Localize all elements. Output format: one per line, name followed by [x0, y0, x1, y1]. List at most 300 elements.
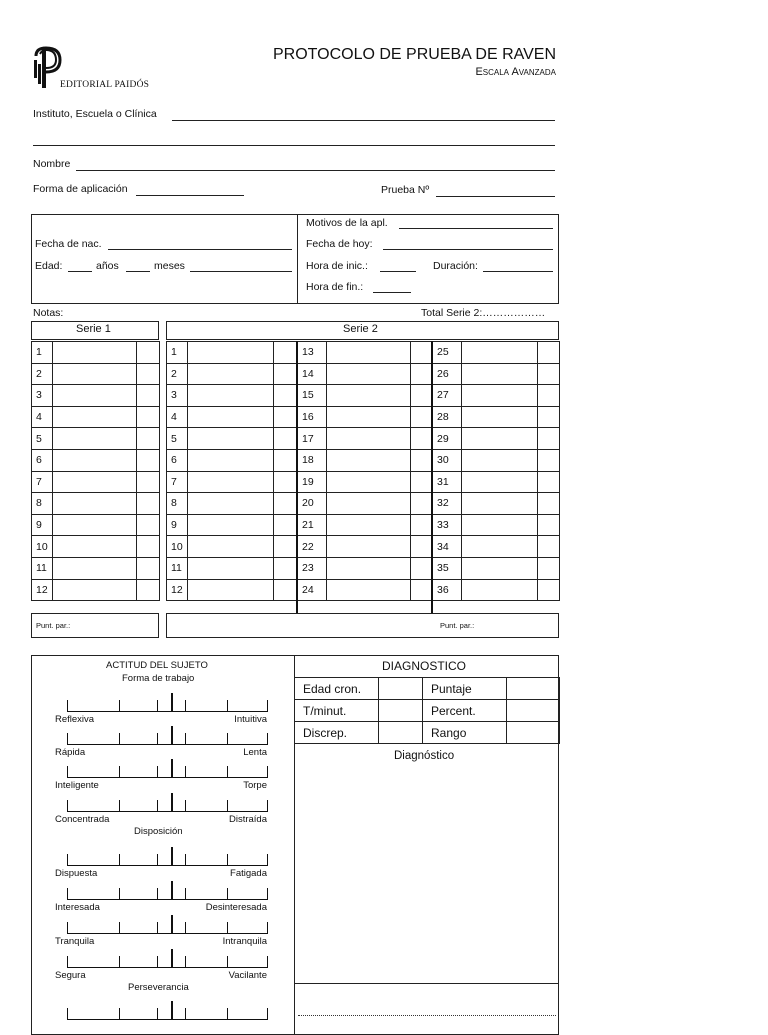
item-number: 14	[298, 363, 327, 385]
diag-label: T/minut.	[295, 700, 379, 722]
item-number: 24	[298, 579, 327, 601]
answer-cell[interactable]	[188, 385, 274, 407]
rating-scale[interactable]	[67, 1000, 267, 1020]
scale-tick[interactable]	[227, 854, 228, 866]
scale-baseline	[67, 711, 267, 712]
hora-inic-field[interactable]	[380, 271, 416, 272]
score-cell[interactable]	[411, 557, 433, 579]
motivos-field[interactable]	[399, 228, 553, 229]
scale-tick[interactable]	[227, 766, 228, 778]
answer-cell[interactable]	[53, 493, 137, 515]
item-number: 17	[298, 428, 327, 450]
rating-scale[interactable]	[67, 846, 267, 866]
scale-tick[interactable]	[171, 693, 173, 712]
score-cell[interactable]	[137, 579, 160, 601]
answer-cell[interactable]	[188, 557, 274, 579]
score-cell[interactable]	[137, 493, 160, 515]
scale-tick[interactable]	[67, 1008, 68, 1020]
scale-tick[interactable]	[267, 800, 268, 812]
prueba-field[interactable]	[436, 196, 555, 197]
answer-cell[interactable]	[188, 579, 274, 601]
score-cell[interactable]	[538, 428, 560, 450]
score-cell[interactable]	[274, 449, 298, 471]
nombre-label: Nombre	[33, 158, 71, 170]
scale-tick[interactable]	[119, 800, 120, 812]
scale-tick[interactable]	[67, 888, 68, 900]
score-cell[interactable]	[411, 514, 433, 536]
diagnostico-table	[294, 677, 560, 744]
answer-cell[interactable]	[53, 536, 137, 558]
diagnostico-box-title: Diagnóstico	[394, 750, 455, 762]
answer-cell[interactable]	[188, 449, 274, 471]
rating-scale[interactable]	[67, 948, 267, 968]
edad-meses-field[interactable]	[126, 271, 150, 272]
duracion-label: Duración:	[433, 260, 478, 272]
table-row	[32, 557, 160, 579]
table-row	[32, 385, 160, 407]
scale-baseline	[67, 744, 267, 745]
answer-cell[interactable]	[462, 493, 538, 515]
score-cell[interactable]	[137, 363, 160, 385]
score-cell[interactable]	[274, 342, 298, 364]
scale-tick[interactable]	[67, 800, 68, 812]
answer-cell[interactable]	[327, 342, 411, 364]
scale-tick[interactable]	[267, 1008, 268, 1020]
score-cell[interactable]	[274, 579, 298, 601]
scale-tick[interactable]	[171, 881, 173, 900]
scale-left-label: Dispuesta	[55, 868, 98, 879]
scale-tick[interactable]	[67, 766, 68, 778]
answer-cell[interactable]	[462, 449, 538, 471]
answer-cell[interactable]	[462, 363, 538, 385]
item-number: 31	[433, 471, 462, 493]
answer-cell[interactable]	[462, 428, 538, 450]
scale-tick[interactable]	[119, 1008, 120, 1020]
scale-tick[interactable]	[157, 1008, 158, 1020]
scale-tick[interactable]	[267, 766, 268, 778]
scale-left-label: Tranquila	[55, 936, 95, 947]
table-row	[32, 471, 160, 493]
scale-tick[interactable]	[119, 733, 120, 745]
table-row	[32, 363, 160, 385]
score-cell[interactable]	[411, 536, 433, 558]
scale-tick[interactable]	[185, 800, 186, 812]
scale-tick[interactable]	[157, 766, 158, 778]
answer-cell[interactable]	[327, 557, 411, 579]
scale-tick[interactable]	[119, 700, 120, 712]
score-cell[interactable]	[538, 342, 560, 364]
item-number: 20	[298, 493, 327, 515]
item-number: 4	[32, 406, 53, 428]
scale-tick[interactable]	[267, 700, 268, 712]
fecha-nac-label: Fecha de nac.	[35, 238, 102, 250]
item-number: 8	[167, 493, 188, 515]
score-cell[interactable]	[538, 493, 560, 515]
table-row	[32, 514, 160, 536]
page-subtitle: Escala Avanzada	[475, 66, 556, 78]
answer-cell[interactable]	[327, 514, 411, 536]
answer-cell[interactable]	[53, 471, 137, 493]
item-number: 10	[32, 536, 53, 558]
score-cell[interactable]	[137, 449, 160, 471]
serie2-divider-2	[431, 341, 433, 613]
scale-tick[interactable]	[185, 888, 186, 900]
forma-label: Forma de aplicación	[33, 183, 128, 195]
answer-cell[interactable]	[188, 493, 274, 515]
item-number: 11	[167, 557, 188, 579]
answer-cell[interactable]	[53, 514, 137, 536]
scale-left-label: Rápida	[55, 747, 86, 758]
item-number: 21	[298, 514, 327, 536]
serie2-divider-1	[296, 341, 298, 613]
attitude-title: ACTITUD DEL SUJETO	[106, 660, 208, 671]
scale-tick[interactable]	[227, 800, 228, 812]
score-cell[interactable]	[274, 363, 298, 385]
answer-cell[interactable]	[188, 428, 274, 450]
answer-cell[interactable]	[53, 579, 137, 601]
score-cell[interactable]	[538, 536, 560, 558]
item-number: 3	[167, 385, 188, 407]
answer-cell[interactable]	[188, 406, 274, 428]
scale-left-label: Concentrada	[55, 814, 110, 825]
diag-label: Edad cron.	[295, 678, 379, 700]
item-number: 11	[32, 557, 53, 579]
score-cell[interactable]	[137, 428, 160, 450]
duracion-field[interactable]	[483, 271, 553, 272]
score-cell[interactable]	[274, 493, 298, 515]
scale-baseline	[67, 777, 267, 778]
answer-cell[interactable]	[327, 406, 411, 428]
scale-left-label: Segura	[55, 970, 86, 981]
answer-cell[interactable]	[462, 514, 538, 536]
score-cell[interactable]	[411, 385, 433, 407]
answer-cell[interactable]	[53, 428, 137, 450]
scale-tick[interactable]	[267, 733, 268, 745]
score-cell[interactable]	[274, 536, 298, 558]
score-cell[interactable]	[137, 514, 160, 536]
scale-tick[interactable]	[157, 733, 158, 745]
motivos-label: Motivos de la apl.	[306, 217, 388, 229]
scale-tick[interactable]	[227, 888, 228, 900]
serie1-title: Serie 1	[76, 323, 111, 335]
rating-scale[interactable]	[67, 792, 267, 812]
score-cell[interactable]	[411, 406, 433, 428]
scale-tick[interactable]	[119, 922, 120, 934]
answer-cell[interactable]	[188, 471, 274, 493]
scale-right-label: Intranquila	[222, 936, 267, 947]
page-title: PROTOCOLO DE PRUEBA DE RAVEN	[272, 46, 556, 63]
scale-tick[interactable]	[157, 888, 158, 900]
answer-cell[interactable]	[53, 449, 137, 471]
score-cell[interactable]	[538, 363, 560, 385]
rating-scale[interactable]	[67, 880, 267, 900]
scale-tick[interactable]	[119, 854, 120, 866]
item-number: 9	[167, 514, 188, 536]
diag-value-cell[interactable]	[507, 722, 560, 744]
diag-label: Percent.	[423, 700, 507, 722]
scale-tick[interactable]	[171, 759, 173, 778]
diagnostico-title: DIAGNOSTICO	[382, 659, 467, 673]
item-number: 25	[433, 342, 462, 364]
scale-tick[interactable]	[185, 922, 186, 934]
scale-tick[interactable]	[185, 854, 186, 866]
hora-fin-label: Hora de fin.:	[306, 281, 364, 293]
serie2-punt-par[interactable]	[166, 613, 559, 638]
score-cell[interactable]	[274, 406, 298, 428]
scale-tick[interactable]	[227, 922, 228, 934]
scale-tick[interactable]	[171, 915, 173, 934]
table-row	[295, 678, 560, 700]
score-cell[interactable]	[137, 557, 160, 579]
item-number: 12	[32, 579, 53, 601]
item-number: 1	[32, 342, 53, 364]
scale-tick[interactable]	[67, 700, 68, 712]
scale-tick[interactable]	[119, 888, 120, 900]
serie1-table	[31, 341, 160, 601]
scale-tick[interactable]	[67, 733, 68, 745]
table-row	[167, 428, 560, 450]
instituto-label: Instituto, Escuela o Clínica	[33, 108, 157, 120]
fecha-hoy-label: Fecha de hoy:	[306, 238, 373, 250]
diagnostico-bottom-divider	[294, 983, 559, 984]
answer-cell[interactable]	[462, 385, 538, 407]
attitude-section-disposicion: Disposición	[134, 826, 183, 837]
scale-tick[interactable]	[227, 956, 228, 968]
instituto-field-line2[interactable]	[33, 145, 555, 146]
answer-cell[interactable]	[462, 536, 538, 558]
answer-cell[interactable]	[462, 406, 538, 428]
answer-cell[interactable]	[327, 493, 411, 515]
score-cell[interactable]	[137, 536, 160, 558]
rating-scale[interactable]	[67, 914, 267, 934]
diag-label: Discrep.	[295, 722, 379, 744]
answer-cell[interactable]	[462, 579, 538, 601]
answer-cell[interactable]	[327, 579, 411, 601]
table-row	[295, 722, 560, 744]
answer-cell[interactable]	[188, 363, 274, 385]
item-number: 12	[167, 579, 188, 601]
scale-tick[interactable]	[67, 956, 68, 968]
item-number: 27	[433, 385, 462, 407]
scale-tick[interactable]	[157, 956, 158, 968]
score-cell[interactable]	[538, 385, 560, 407]
scale-left-label: Interesada	[55, 902, 100, 913]
scale-tick[interactable]	[67, 854, 68, 866]
answer-cell[interactable]	[188, 536, 274, 558]
scale-left-label: Inteligente	[55, 780, 99, 791]
score-cell[interactable]	[411, 428, 433, 450]
table-row	[167, 471, 560, 493]
score-cell[interactable]	[538, 514, 560, 536]
diag-value-cell[interactable]	[379, 722, 423, 744]
table-row	[167, 385, 560, 407]
scale-tick[interactable]	[119, 766, 120, 778]
forma-field[interactable]	[136, 195, 244, 196]
scale-tick[interactable]	[267, 854, 268, 866]
answer-cell[interactable]	[462, 471, 538, 493]
answer-cell[interactable]	[327, 449, 411, 471]
item-number: 5	[32, 428, 53, 450]
meses-extra-field[interactable]	[190, 271, 292, 272]
rating-scale[interactable]	[67, 692, 267, 712]
answer-cell[interactable]	[53, 363, 137, 385]
score-cell[interactable]	[137, 385, 160, 407]
answer-cell[interactable]	[327, 471, 411, 493]
score-cell[interactable]	[411, 363, 433, 385]
scale-right-label: Desinteresada	[205, 902, 267, 913]
score-cell[interactable]	[538, 449, 560, 471]
item-number: 5	[167, 428, 188, 450]
item-number: 13	[298, 342, 327, 364]
table-row	[32, 449, 160, 471]
score-cell[interactable]	[274, 557, 298, 579]
table-row	[167, 363, 560, 385]
answer-cell[interactable]	[327, 536, 411, 558]
scale-tick[interactable]	[227, 1008, 228, 1020]
item-number: 33	[433, 514, 462, 536]
answer-cell[interactable]	[462, 342, 538, 364]
serie2-title: Serie 2	[343, 323, 378, 335]
item-number: 6	[167, 449, 188, 471]
score-cell[interactable]	[137, 471, 160, 493]
scale-tick[interactable]	[67, 922, 68, 934]
item-number: 2	[167, 363, 188, 385]
item-number: 4	[167, 406, 188, 428]
diag-value-cell[interactable]	[507, 678, 560, 700]
score-cell[interactable]	[411, 471, 433, 493]
scale-tick[interactable]	[185, 766, 186, 778]
publisher-name: EDITORIAL PAIDÓS	[60, 80, 150, 90]
item-number: 29	[433, 428, 462, 450]
scale-tick[interactable]	[171, 726, 173, 745]
item-number: 34	[433, 536, 462, 558]
meses-label: meses	[154, 260, 185, 272]
answer-cell[interactable]	[188, 342, 274, 364]
answer-cell[interactable]	[53, 406, 137, 428]
attitude-section-perseverancia: Perseverancia	[128, 982, 189, 993]
score-cell[interactable]	[538, 406, 560, 428]
score-cell[interactable]	[538, 471, 560, 493]
table-row	[32, 493, 160, 515]
answer-cell[interactable]	[53, 385, 137, 407]
scale-tick[interactable]	[171, 1001, 173, 1020]
answer-cell[interactable]	[53, 342, 137, 364]
scale-tick[interactable]	[185, 956, 186, 968]
table-row	[167, 449, 560, 471]
item-number: 18	[298, 449, 327, 471]
item-number: 16	[298, 406, 327, 428]
serie2-punt-par-label: Punt. par.:	[440, 621, 475, 630]
table-row	[167, 536, 560, 558]
nombre-field[interactable]	[76, 170, 555, 171]
scale-right-label: Vacilante	[228, 970, 267, 981]
table-row	[32, 428, 160, 450]
score-cell[interactable]	[274, 514, 298, 536]
scale-tick[interactable]	[227, 733, 228, 745]
hora-fin-field[interactable]	[373, 292, 411, 293]
scale-tick[interactable]	[171, 793, 173, 812]
score-cell[interactable]	[274, 471, 298, 493]
scale-right-label: Torpe	[243, 780, 267, 791]
table-row	[32, 406, 160, 428]
answer-cell[interactable]	[327, 363, 411, 385]
score-cell[interactable]	[137, 342, 160, 364]
table-row	[167, 557, 560, 579]
instituto-field[interactable]	[172, 120, 555, 121]
diag-value-cell[interactable]	[379, 700, 423, 722]
score-cell[interactable]	[274, 385, 298, 407]
scale-tick[interactable]	[157, 854, 158, 866]
diag-label: Puntaje	[423, 678, 507, 700]
scale-baseline	[67, 967, 267, 968]
item-number: 2	[32, 363, 53, 385]
scale-baseline	[67, 865, 267, 866]
rating-scale[interactable]	[67, 758, 267, 778]
fecha-hoy-field[interactable]	[383, 249, 553, 250]
scale-tick[interactable]	[267, 888, 268, 900]
scale-tick[interactable]	[267, 922, 268, 934]
answer-cell[interactable]	[188, 514, 274, 536]
paidos-logo-icon	[30, 46, 64, 90]
item-number: 26	[433, 363, 462, 385]
answer-cell[interactable]	[53, 557, 137, 579]
scale-tick[interactable]	[185, 700, 186, 712]
prueba-label: Prueba Nº	[381, 184, 430, 196]
scale-tick[interactable]	[171, 847, 173, 866]
item-number: 10	[167, 536, 188, 558]
scale-tick[interactable]	[157, 700, 158, 712]
fecha-nac-field[interactable]	[108, 249, 292, 250]
score-cell[interactable]	[137, 406, 160, 428]
item-number: 19	[298, 471, 327, 493]
table-row	[167, 406, 560, 428]
score-cell[interactable]	[411, 342, 433, 364]
table-row	[167, 579, 560, 601]
answer-cell[interactable]	[462, 557, 538, 579]
scale-tick[interactable]	[119, 956, 120, 968]
diag-value-cell[interactable]	[507, 700, 560, 722]
attitude-section-forma: Forma de trabajo	[122, 673, 195, 684]
item-number: 7	[167, 471, 188, 493]
item-number: 22	[298, 536, 327, 558]
item-number: 35	[433, 557, 462, 579]
answer-cell[interactable]	[327, 428, 411, 450]
scale-tick[interactable]	[157, 922, 158, 934]
item-number: 30	[433, 449, 462, 471]
score-cell[interactable]	[538, 557, 560, 579]
table-row	[167, 342, 560, 364]
scale-baseline	[67, 933, 267, 934]
answer-cell[interactable]	[327, 385, 411, 407]
scale-tick[interactable]	[171, 949, 173, 968]
score-cell[interactable]	[538, 579, 560, 601]
score-cell[interactable]	[411, 579, 433, 601]
diag-value-cell[interactable]	[379, 678, 423, 700]
scale-tick[interactable]	[267, 956, 268, 968]
scale-tick[interactable]	[227, 700, 228, 712]
scale-tick[interactable]	[185, 1008, 186, 1020]
scale-tick[interactable]	[185, 733, 186, 745]
score-cell[interactable]	[274, 428, 298, 450]
diagnostico-text-area[interactable]	[294, 744, 559, 984]
anos-label: años	[96, 260, 119, 272]
score-cell[interactable]	[411, 493, 433, 515]
scale-tick[interactable]	[157, 800, 158, 812]
edad-anos-field[interactable]	[68, 271, 92, 272]
table-row	[167, 493, 560, 515]
score-cell[interactable]	[411, 449, 433, 471]
rating-scale[interactable]	[67, 725, 267, 745]
